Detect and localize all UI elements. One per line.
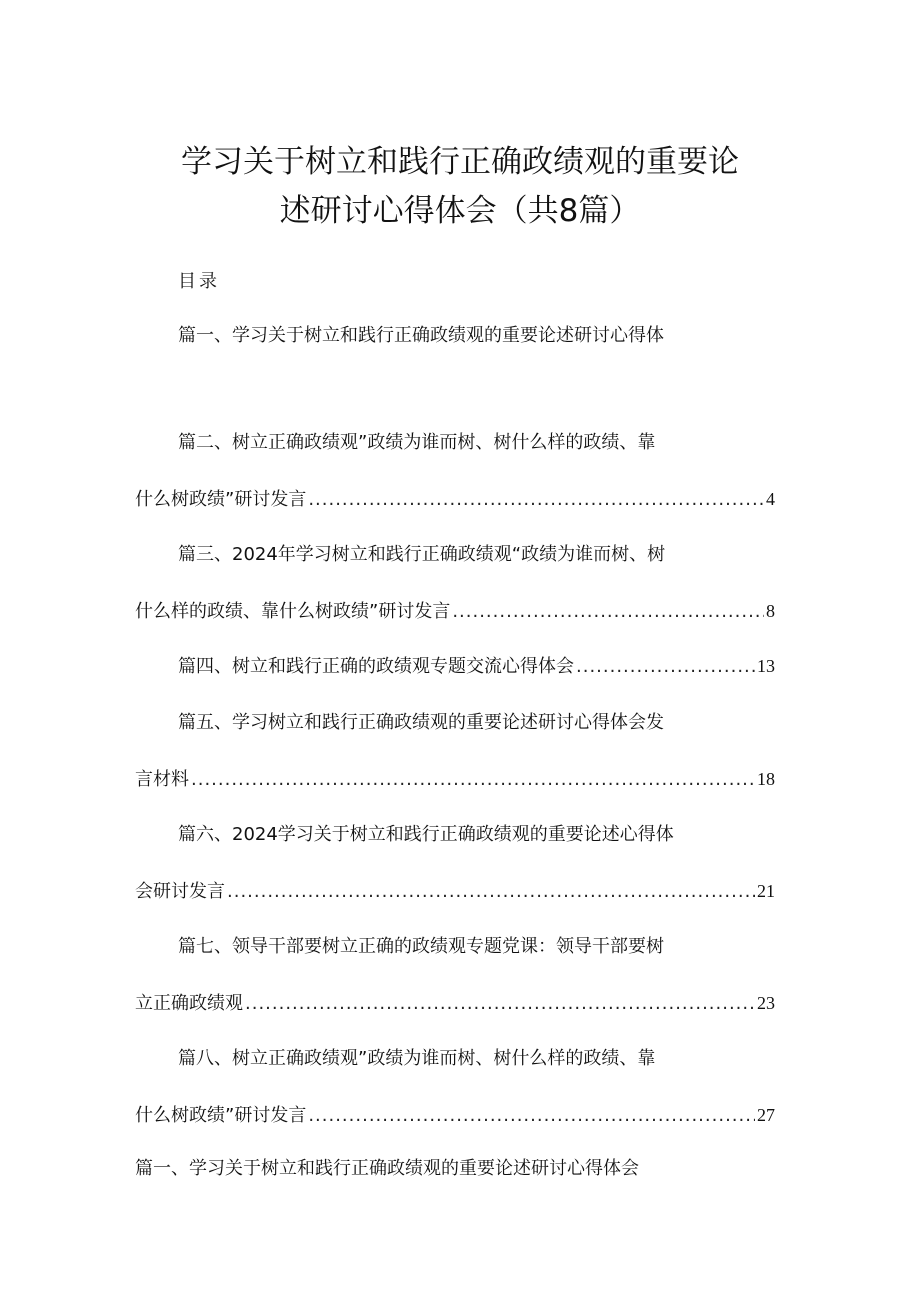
toc-entry-2-text: 什么树政绩”研讨发言 <box>135 489 307 510</box>
document-title-line-1: 学习关于树立和践行正确政绩观的重要论 <box>181 144 739 180</box>
toc-entry-5-text: 言材料 <box>135 769 189 790</box>
toc-entry-7-line-2[interactable] <box>135 990 775 1017</box>
dot-leader <box>308 487 764 513</box>
toc-entry-3-page: 8 <box>766 601 775 621</box>
toc-entry-3-line-2[interactable] <box>135 598 775 625</box>
toc-entry-8-text: 什么树政绩”研讨发言 <box>135 1105 307 1126</box>
dot-leader <box>576 654 755 680</box>
dot-leader <box>308 1103 755 1129</box>
toc-label: 目录 <box>178 271 220 292</box>
toc-entry-5-line-2[interactable] <box>135 766 775 793</box>
dot-leader <box>227 879 755 905</box>
toc-entry-1[interactable]: 篇一、学习关于树立和践行正确政绩观的重要论述研讨心得体 <box>178 325 664 346</box>
toc-entry-6-page: 21 <box>757 881 775 901</box>
toc-entry-7-page: 23 <box>757 993 775 1013</box>
toc-entry-4-page: 13 <box>757 656 775 676</box>
toc-entry-4[interactable] <box>178 653 775 680</box>
section-heading: 篇一、学习关于树立和践行正确政绩观的重要论述研讨心得体会 <box>135 1158 639 1179</box>
toc-entry-8-line-1[interactable]: 篇八、树立正确政绩观”政绩为谁而树、树什么样的政绩、靠 <box>178 1048 656 1069</box>
toc-entry-5-page: 18 <box>757 769 775 789</box>
toc-entry-8-page: 27 <box>757 1105 775 1125</box>
toc-entry-2-page: 4 <box>766 489 775 509</box>
toc-entry-4-text: 篇四、树立和践行正确的政绩观专题交流心得体会 <box>178 656 574 677</box>
toc-entry-6-line-1[interactable]: 篇六、2024学习关于树立和践行正确政绩观的重要论述心得体 <box>178 824 674 845</box>
toc-entry-3-line-1[interactable]: 篇三、2024年学习树立和践行正确政绩观“政绩为谁而树、树 <box>178 544 666 565</box>
dot-leader <box>191 767 755 793</box>
toc-entry-2-line-2[interactable] <box>135 486 775 513</box>
document-title-line-2: 述研讨心得体会（共8篇） <box>279 193 641 229</box>
dot-leader <box>245 991 755 1017</box>
toc-entry-7-line-1[interactable]: 篇七、领导干部要树立正确的政绩观专题党课：领导干部要树 <box>178 936 664 957</box>
toc-entry-6-text: 会研讨发言 <box>135 881 225 902</box>
toc-entry-2-line-1[interactable]: 篇二、树立正确政绩观”政绩为谁而树、树什么样的政绩、靠 <box>178 432 656 453</box>
toc-entry-6-line-2[interactable] <box>135 878 775 905</box>
toc-entry-5-line-1[interactable]: 篇五、学习树立和践行正确政绩观的重要论述研讨心得体会发 <box>178 712 664 733</box>
dot-leader <box>452 599 764 625</box>
toc-entry-3-text: 什么样的政绩、靠什么树政绩”研讨发言 <box>135 601 451 622</box>
toc-entry-7-text: 立正确政绩观 <box>135 993 243 1014</box>
toc-entry-8-line-2[interactable] <box>135 1102 775 1129</box>
